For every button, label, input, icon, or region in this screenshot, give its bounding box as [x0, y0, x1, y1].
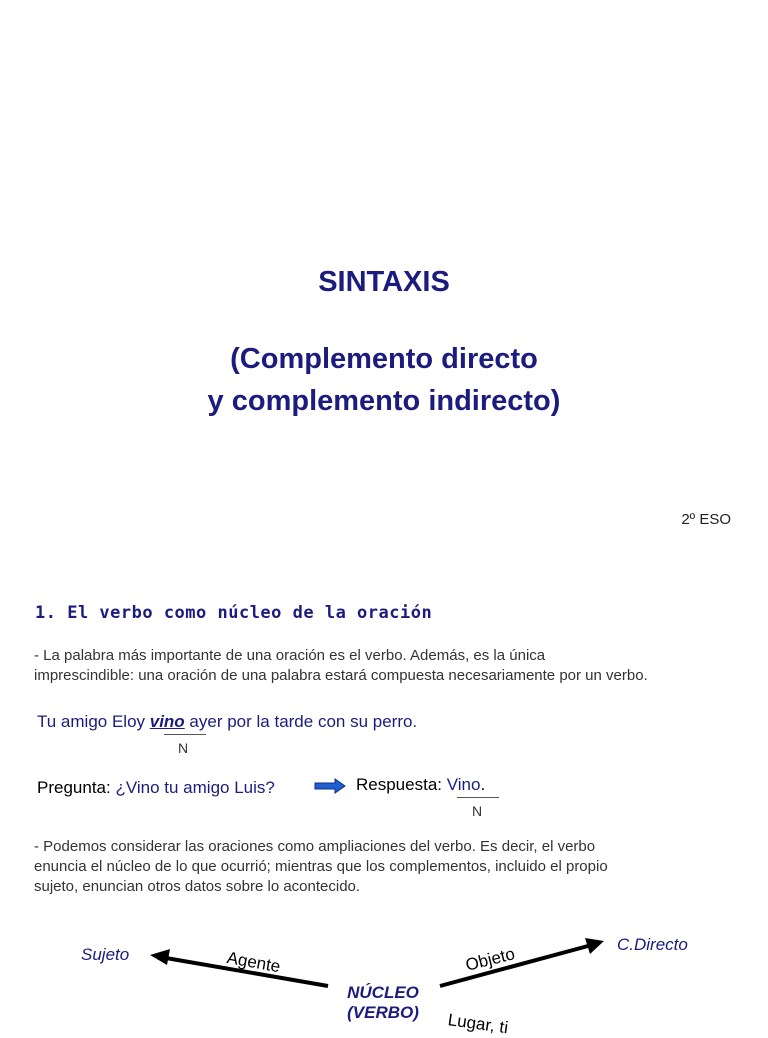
paragraph-1-line: - La palabra más importante de una oración es el verbo. Además, es la única: [34, 647, 546, 664]
agente-label: Agente: [225, 948, 282, 977]
nucleus-label: N: [178, 740, 189, 756]
arrowhead-cdirecto: [585, 938, 604, 954]
arrowhead-sujeto: [150, 949, 170, 965]
answer-word: Vino: [446, 775, 481, 794]
objeto-label: Objeto: [463, 944, 517, 975]
answer-dot: .: [480, 775, 486, 794]
sujeto-label: Sujeto: [81, 945, 130, 964]
paragraph-2: [34, 837, 754, 897]
question-text: ¿Vino tu amigo Luis?: [115, 778, 275, 797]
example-text-after: ayer por la tarde con su perro.: [184, 712, 418, 731]
page-subtitle-line1: (Complemento directo: [230, 343, 538, 375]
paragraph-2-line: sujeto, enuncian otros datos sobre lo acontecido.: [34, 878, 361, 895]
answer-underline-rule: [457, 797, 499, 798]
nucleo-line2: (VERBO): [347, 1003, 419, 1022]
answer-nucleus-label: N: [472, 803, 483, 819]
question-label: Pregunta:: [37, 778, 116, 797]
course-level: 2º ESO: [681, 511, 731, 528]
page-title: SINTAXIS: [318, 266, 450, 298]
cdirecto-label: C.Directo: [617, 935, 688, 954]
nucleo-line1: NÚCLEO: [347, 983, 419, 1002]
paragraph-1: [34, 646, 754, 686]
example-sentence: [37, 712, 417, 732]
right-arrow-icon: [314, 777, 346, 795]
answer-label: Respuesta:: [356, 775, 447, 794]
paragraph-1-line: imprescindible: una oración de una palabra estará compuesta necesariamente por un verbo.: [34, 667, 648, 684]
answer-line: [356, 775, 485, 795]
underline-rule: [164, 734, 206, 735]
nucleo-label: [330, 983, 436, 1023]
paragraph-2-line: - Podemos considerar las oraciones como ampliaciones del verbo. Es decir, el verbo: [34, 838, 596, 855]
section-heading: 1. El verbo como núcleo de la oración: [35, 603, 433, 623]
lugar-label: Lugar, ti: [446, 1010, 510, 1038]
example-verb: vino: [149, 712, 185, 731]
question-line: [37, 778, 275, 798]
paragraph-2-line: enuncia el núcleo de lo que ocurrió; mientras que los complementos, incluido el propio: [34, 858, 608, 875]
example-text-before: Tu amigo Eloy: [37, 712, 150, 731]
page-subtitle-line2: y complemento indirecto): [207, 385, 561, 417]
